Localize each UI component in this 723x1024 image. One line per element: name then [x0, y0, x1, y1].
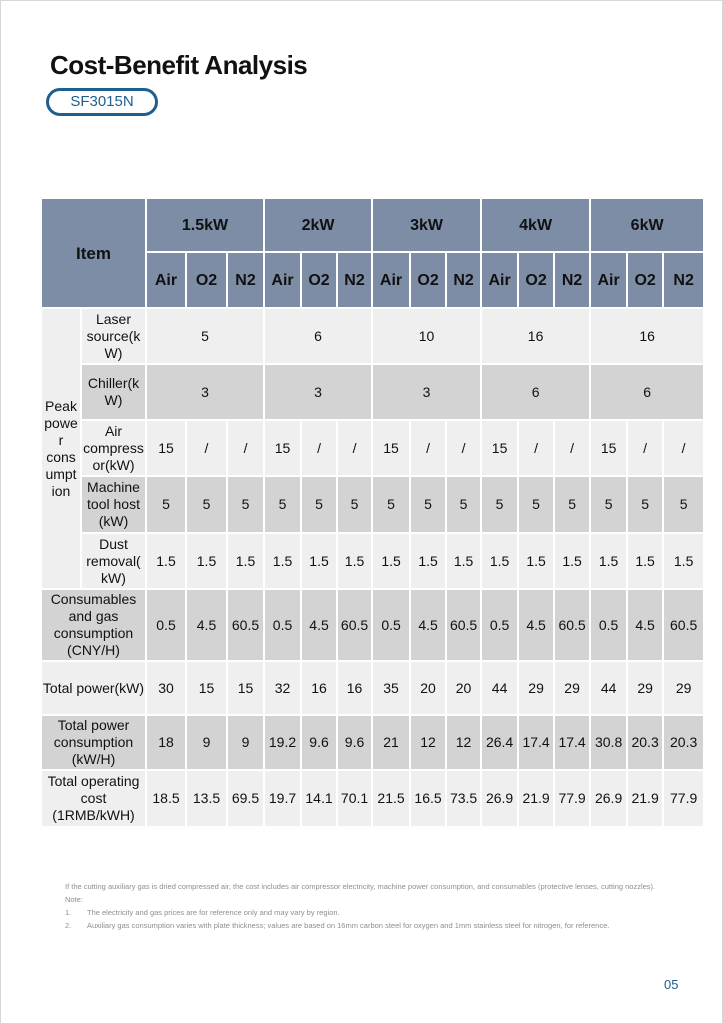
table-cell: 19.2	[264, 715, 301, 770]
table-cell: 15	[227, 661, 264, 715]
table-cell: 0.5	[146, 589, 186, 661]
table-cell: 0.5	[264, 589, 301, 661]
power-header: 6kW	[590, 198, 704, 252]
table-cell: 5	[663, 476, 704, 533]
gas-header: N2	[227, 252, 264, 308]
table-cell: 32	[264, 661, 301, 715]
table-cell: 5	[481, 476, 518, 533]
table-cell: 15	[590, 420, 627, 476]
table-cell: 9.6	[337, 715, 372, 770]
table-cell: 6	[264, 308, 372, 364]
table-cell: 15	[372, 420, 410, 476]
table-cell: 17.4	[554, 715, 590, 770]
table-cell: 4.5	[518, 589, 554, 661]
footnote-item-2: 2. Auxiliary gas consumption varies with plate thickness; values are based on 16mm carbon steel for oxygen and 1mm stainless steel for nitrogen, for reference.	[65, 921, 610, 930]
table-cell: /	[337, 420, 372, 476]
table-cell: 29	[554, 661, 590, 715]
table-cell: 70.1	[337, 770, 372, 827]
table-cell: 1.5	[337, 533, 372, 589]
table-cell: 26.4	[481, 715, 518, 770]
gas-header: O2	[301, 252, 337, 308]
table-cell: 1.5	[518, 533, 554, 589]
table-cell: 13.5	[186, 770, 227, 827]
table-cell: 1.5	[554, 533, 590, 589]
table-cell: 0.5	[481, 589, 518, 661]
table-cell: 5	[146, 308, 264, 364]
table-cell: 20	[446, 661, 481, 715]
table-cell: 20	[410, 661, 446, 715]
table-row	[41, 715, 704, 770]
cost-benefit-table	[40, 197, 705, 828]
table-cell: 1.5	[227, 533, 264, 589]
laser-source-label: Laser source(k W)	[81, 308, 146, 364]
table-row	[41, 589, 704, 661]
table-cell: 21.9	[518, 770, 554, 827]
table-cell: 12	[446, 715, 481, 770]
gas-header: O2	[627, 252, 663, 308]
table-cell: 18.5	[146, 770, 186, 827]
table-cell: 16	[590, 308, 704, 364]
table-row	[41, 533, 704, 589]
consumables-label: Consumables and gas consumption (CNY/H)	[41, 589, 146, 661]
power-header: 3kW	[372, 198, 481, 252]
item-header: Item	[41, 198, 146, 308]
table-cell: /	[518, 420, 554, 476]
table-cell: 5	[410, 476, 446, 533]
table-cell: 4.5	[301, 589, 337, 661]
table-cell: 1.5	[590, 533, 627, 589]
table-cell: /	[627, 420, 663, 476]
footnote-item-1: 1. The electricity and gas prices are for reference only and may vary by region.	[65, 908, 340, 917]
table-cell: 20.3	[663, 715, 704, 770]
table-cell: 6	[481, 364, 590, 420]
power-header: 1.5kW	[146, 198, 264, 252]
table-cell: /	[663, 420, 704, 476]
footnote-intro: If the cutting auxiliary gas is dried compressed air, the cost includes air compressor electricity, machine power consumption, and consumables (protective lenses, cutting nozzles).	[65, 882, 656, 891]
table-cell: /	[186, 420, 227, 476]
power-header: 4kW	[481, 198, 590, 252]
table-cell: 16	[337, 661, 372, 715]
table-cell: 5	[590, 476, 627, 533]
table-cell: 1.5	[186, 533, 227, 589]
table-cell: 60.5	[227, 589, 264, 661]
table-cell: 20.3	[627, 715, 663, 770]
total-cost-label: Total operating cost (1RMB/kWH)	[41, 770, 146, 827]
table-cell: 1.5	[481, 533, 518, 589]
table-cell: 3	[372, 364, 481, 420]
gas-header: Air	[264, 252, 301, 308]
gas-header: N2	[554, 252, 590, 308]
table-cell: /	[227, 420, 264, 476]
total-consumption-label: Total power consumption (kW/H)	[41, 715, 146, 770]
table-row	[41, 476, 704, 533]
table-cell: 60.5	[554, 589, 590, 661]
table-row	[41, 308, 704, 364]
table-cell: /	[554, 420, 590, 476]
gas-header: N2	[446, 252, 481, 308]
table-cell: 30.8	[590, 715, 627, 770]
peak-power-label: Peak powe r cons umpt ion	[41, 308, 81, 589]
table-cell: 26.9	[590, 770, 627, 827]
table-cell: 1.5	[146, 533, 186, 589]
table-cell: 1.5	[410, 533, 446, 589]
table-cell: /	[301, 420, 337, 476]
table-cell: /	[410, 420, 446, 476]
table-cell: 5	[372, 476, 410, 533]
table-cell: 5	[446, 476, 481, 533]
table-cell: 77.9	[554, 770, 590, 827]
table-cell: 10	[372, 308, 481, 364]
table-cell: 21.9	[627, 770, 663, 827]
gas-header: Air	[481, 252, 518, 308]
table-cell: 5	[518, 476, 554, 533]
table-cell: 21	[372, 715, 410, 770]
table-row	[41, 198, 704, 252]
gas-header: Air	[590, 252, 627, 308]
gas-header: N2	[663, 252, 704, 308]
table-cell: 5	[301, 476, 337, 533]
table-cell: 1.5	[627, 533, 663, 589]
table-cell: 15	[186, 661, 227, 715]
table-cell: 19.7	[264, 770, 301, 827]
table-cell: 60.5	[663, 589, 704, 661]
table-cell: 69.5	[227, 770, 264, 827]
table-cell: 9.6	[301, 715, 337, 770]
table-row	[41, 364, 704, 420]
table-cell: 16	[301, 661, 337, 715]
table-cell: 16	[481, 308, 590, 364]
table-cell: /	[446, 420, 481, 476]
table-cell: 5	[554, 476, 590, 533]
table-cell: 9	[227, 715, 264, 770]
table-cell: 17.4	[518, 715, 554, 770]
gas-header: Air	[372, 252, 410, 308]
table-cell: 15	[481, 420, 518, 476]
chiller-label: Chiller(k W)	[81, 364, 146, 420]
gas-header: N2	[337, 252, 372, 308]
model-badge: SF3015N	[46, 88, 158, 116]
page-number: 05	[664, 977, 679, 992]
table-cell: 30	[146, 661, 186, 715]
table-cell: 77.9	[663, 770, 704, 827]
dust-removal-label: Dust removal( kW)	[81, 533, 146, 589]
table-cell: 14.1	[301, 770, 337, 827]
table-cell: 35	[372, 661, 410, 715]
footnote	[65, 880, 705, 932]
table-cell: 5	[227, 476, 264, 533]
table-cell: 4.5	[627, 589, 663, 661]
footnote-label: Note:	[65, 895, 83, 904]
gas-header: Air	[146, 252, 186, 308]
table-cell: 60.5	[446, 589, 481, 661]
power-header: 2kW	[264, 198, 372, 252]
page-title: Cost-Benefit Analysis	[50, 50, 308, 80]
table-row	[41, 661, 704, 715]
table-cell: 16.5	[410, 770, 446, 827]
table-cell: 26.9	[481, 770, 518, 827]
table-cell: 73.5	[446, 770, 481, 827]
table-cell: 4.5	[186, 589, 227, 661]
table-cell: 1.5	[301, 533, 337, 589]
table-cell: 1.5	[446, 533, 481, 589]
gas-header: O2	[186, 252, 227, 308]
table-cell: 3	[264, 364, 372, 420]
table-cell: 5	[186, 476, 227, 533]
table-cell: 21.5	[372, 770, 410, 827]
table-cell: 3	[146, 364, 264, 420]
table-row	[41, 770, 704, 827]
table-cell: 4.5	[410, 589, 446, 661]
table-cell: 18	[146, 715, 186, 770]
total-power-label: Total power(kW)	[41, 661, 146, 715]
table-cell: 9	[186, 715, 227, 770]
table-cell: 60.5	[337, 589, 372, 661]
table-cell: 15	[264, 420, 301, 476]
machine-tool-label: Machine tool host (kW)	[81, 476, 146, 533]
table-cell: 0.5	[590, 589, 627, 661]
table-cell: 1.5	[372, 533, 410, 589]
table-cell: 0.5	[372, 589, 410, 661]
table-cell: 44	[481, 661, 518, 715]
gas-header: O2	[518, 252, 554, 308]
table-row	[41, 420, 704, 476]
table-cell: 6	[590, 364, 704, 420]
table-cell: 15	[146, 420, 186, 476]
table-cell: 5	[264, 476, 301, 533]
table-cell: 29	[627, 661, 663, 715]
table-cell: 29	[518, 661, 554, 715]
table-cell: 12	[410, 715, 446, 770]
table-cell: 5	[146, 476, 186, 533]
table-cell: 5	[337, 476, 372, 533]
table-cell: 1.5	[264, 533, 301, 589]
table-cell: 44	[590, 661, 627, 715]
table-cell: 29	[663, 661, 704, 715]
table-cell: 1.5	[663, 533, 704, 589]
air-compressor-label: Air compress or(kW)	[81, 420, 146, 476]
gas-header: O2	[410, 252, 446, 308]
table-cell: 5	[627, 476, 663, 533]
